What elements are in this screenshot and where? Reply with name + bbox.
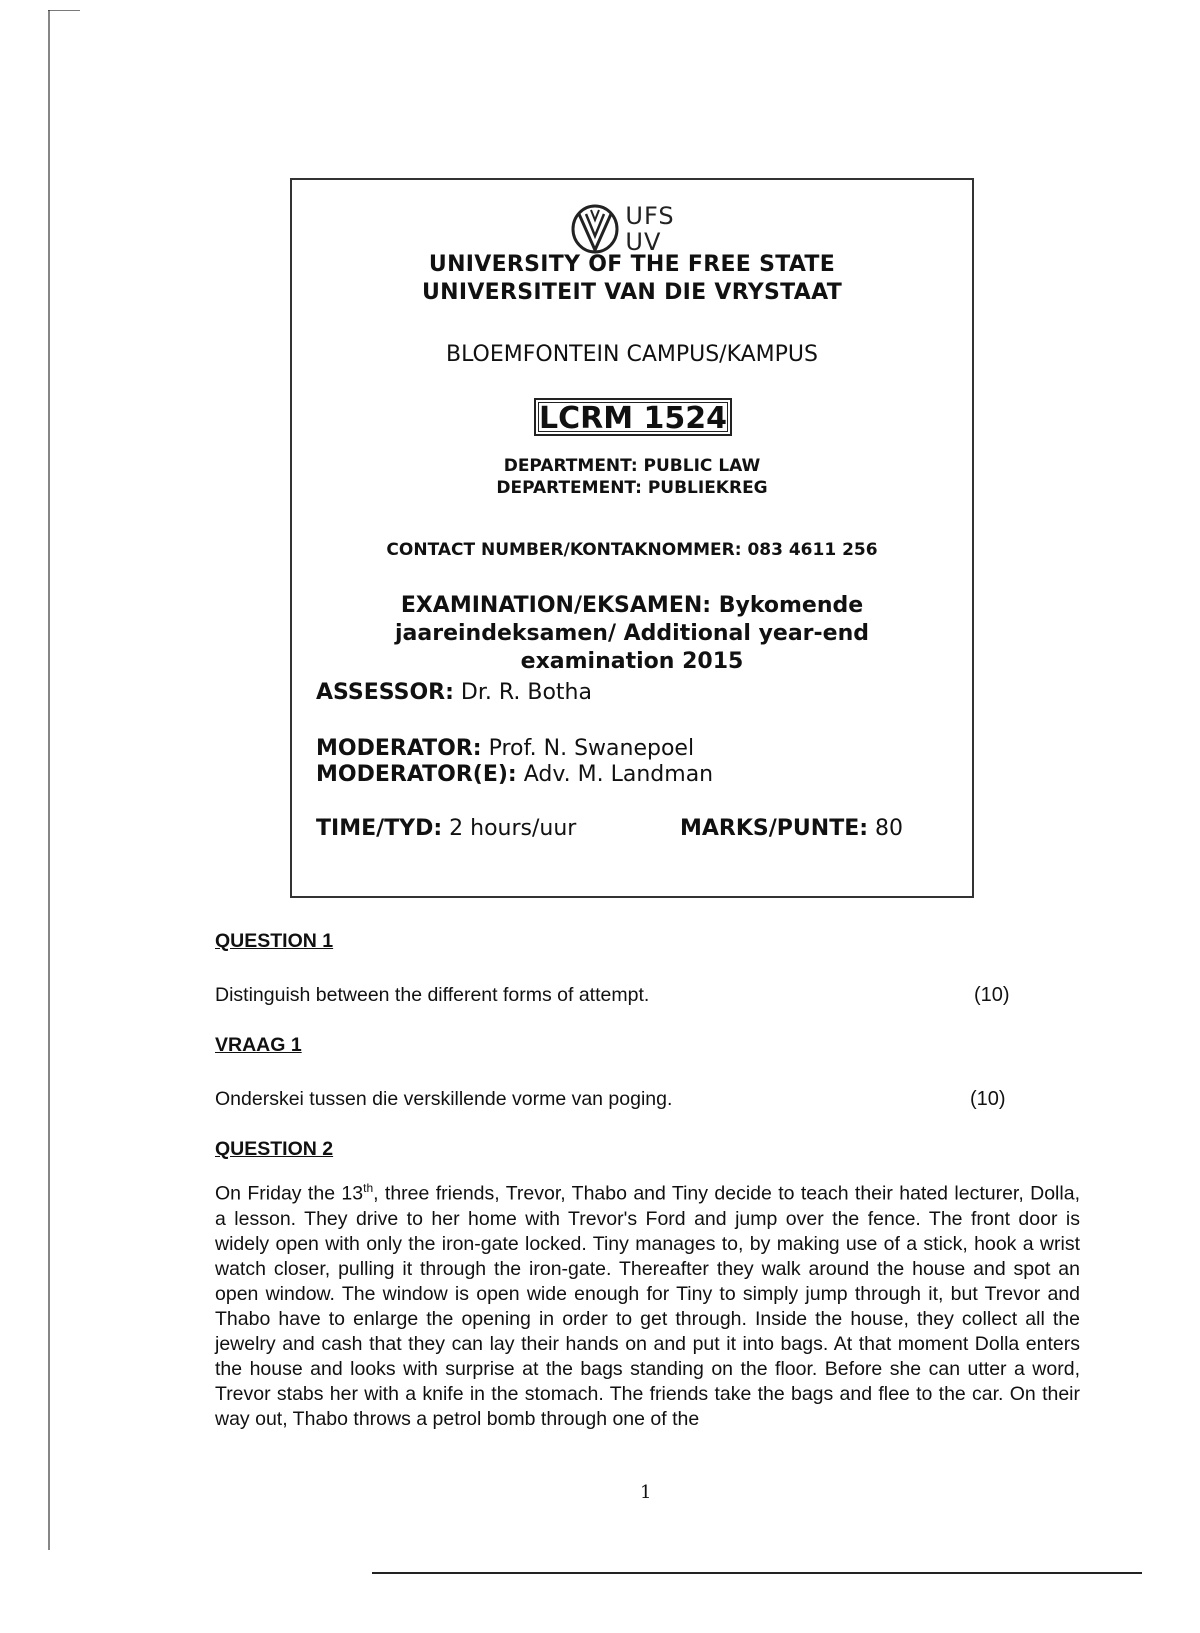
question-2-text bbox=[215, 1176, 1080, 1432]
exam-value-line3: examination 2015 bbox=[520, 649, 744, 674]
vraag-1-marks: (10) bbox=[970, 1088, 1006, 1110]
department-af: DEPARTEMENT: PUBLIEKREG bbox=[496, 478, 768, 498]
campus-name: BLOEMFONTEIN CAMPUS/KAMPUS bbox=[445, 342, 818, 367]
logo-line-ufs: UFS bbox=[625, 202, 675, 230]
vraag-1-text: Onderskei tussen die verskillende vorme van poging. bbox=[215, 1088, 673, 1110]
question-1-marks: (10) bbox=[974, 984, 1010, 1006]
question-1-text: Distinguish between the different forms of attempt. bbox=[215, 984, 650, 1006]
page-number: 1 bbox=[640, 1482, 652, 1503]
time-label: TIME/TYD: bbox=[316, 816, 443, 841]
university-name-af: UNIVERSITEIT VAN DIE VRYSTAAT bbox=[421, 280, 843, 305]
moderator-e-label: MODERATOR(E): bbox=[316, 762, 517, 787]
logo-line-uv: UV bbox=[625, 228, 662, 256]
logo-text bbox=[625, 203, 674, 255]
page-bottom-rule bbox=[372, 1572, 1142, 1574]
assessor-value: Dr. R. Botha bbox=[460, 680, 592, 705]
module-code: LCRM 1524 bbox=[534, 398, 732, 436]
question-2-text-rest: , three friends, Trevor, Thabo and Tiny decide to teach their hated lecturer, Dolla, a lesson. They drive to her home with Trevor's Ford and jump over the fence. The front door is widely open with only the iron-gate locked. Tiny manages to, by making use of a stick, hook a wrist watch closer, pulling it through the iron-gate. Thereafter they walk around the house and spot an open window. The window is open wide enough for Tiny to simply jump through it, but Trevor and Thabo have to enlarge the opening in order to get through. Inside the house, they collect all the jewelry and cash that they can lay their hands on and put it into bags. At that moment Dolla enters the house and looks with surprise at the bags standing on the floor. Before she can utter a word, Trevor stabs her with a knife in the stomach. The friends take the bags and flee to the car. On their way out, Thabo throws a petrol bomb through one of the bbox=[215, 1182, 1080, 1430]
scan-margin-line bbox=[48, 10, 50, 1550]
contact-number: CONTACT NUMBER/KONTAKNOMMER: 083 4611 256 bbox=[386, 540, 878, 560]
time-value: 2 hours/uur bbox=[449, 816, 577, 841]
moderator-label: MODERATOR: bbox=[316, 736, 482, 761]
question-2-text-start: On Friday the 13 bbox=[215, 1182, 364, 1205]
time-row bbox=[316, 816, 576, 841]
assessor-row bbox=[316, 680, 592, 705]
department-en: DEPARTMENT: PUBLIC LAW bbox=[503, 456, 761, 476]
exam-title bbox=[332, 592, 932, 676]
question-2-superscript: th bbox=[363, 1181, 374, 1195]
moderator-value: Prof. N. Swanepoel bbox=[488, 736, 695, 761]
question-2-heading: QUESTION 2 bbox=[215, 1138, 334, 1160]
marks-row bbox=[680, 816, 903, 841]
moderator-row bbox=[316, 736, 694, 761]
marks-label: MARKS/PUNTE: bbox=[680, 816, 869, 841]
ufs-crest-icon bbox=[569, 202, 621, 256]
marks-value: 80 bbox=[875, 816, 904, 841]
cover-box bbox=[290, 178, 974, 898]
vraag-1-heading: VRAAG 1 bbox=[215, 1034, 302, 1056]
scan-corner-line bbox=[48, 10, 80, 11]
moderator-e-value: Adv. M. Landman bbox=[523, 762, 714, 787]
exam-value-line1: Bykomende bbox=[718, 593, 864, 618]
exam-value-line2: jaareindeksamen/ Additional year-end bbox=[394, 621, 869, 646]
moderator-e-row bbox=[316, 762, 713, 787]
university-name-en: UNIVERSITY OF THE FREE STATE bbox=[428, 252, 836, 277]
exam-label: EXAMINATION/EKSAMEN: bbox=[400, 593, 712, 618]
question-1-heading: QUESTION 1 bbox=[215, 930, 334, 952]
assessor-label: ASSESSOR: bbox=[316, 680, 454, 705]
